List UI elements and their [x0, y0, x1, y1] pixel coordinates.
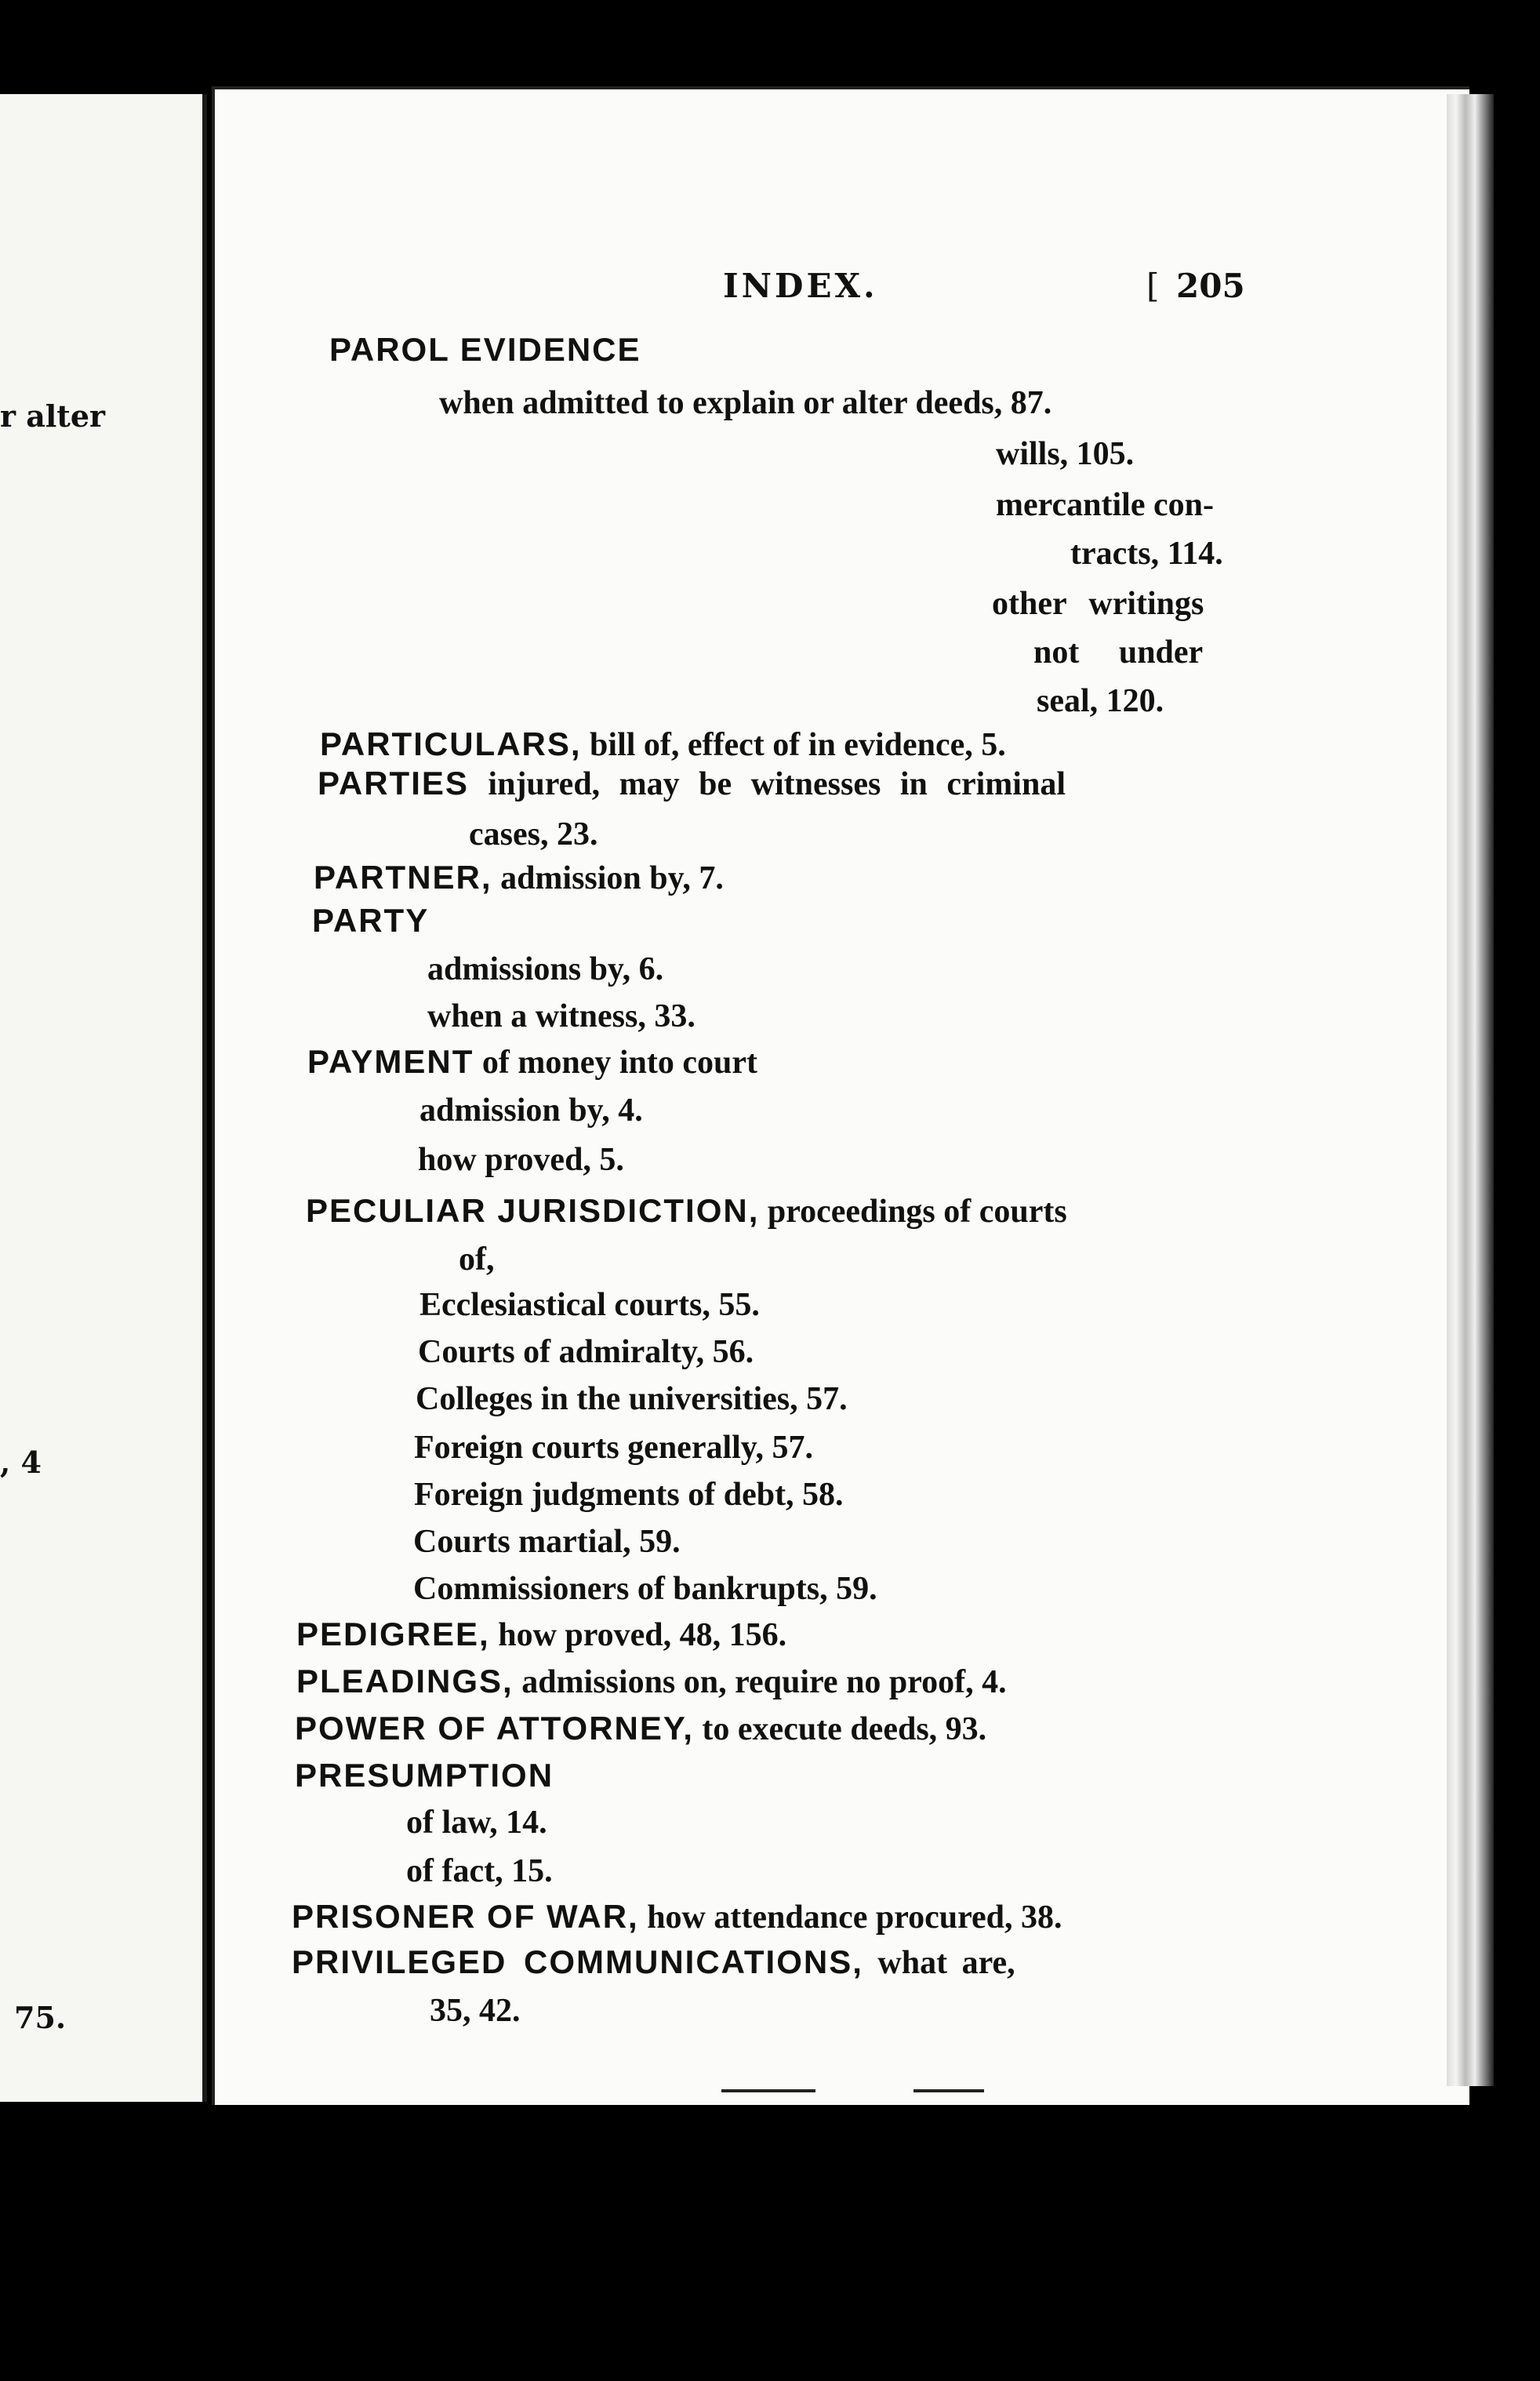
entry-subline [992, 585, 1204, 623]
entry-head-line [296, 1616, 786, 1654]
entry-head-line [314, 859, 724, 897]
entry-subline [439, 384, 1051, 422]
entry-subline [1070, 535, 1223, 573]
entry-text: seal, 120. [1037, 683, 1164, 719]
entry-subline [413, 1570, 877, 1608]
entry-subline [406, 1804, 547, 1841]
entry-heading: PARTNER, [314, 859, 492, 896]
end-rule-left [721, 2089, 815, 2092]
entry-heading: PLEADINGS, [296, 1663, 514, 1699]
entry-text: to execute deeds, 93. [702, 1711, 987, 1747]
entry-text: bill of, effect of in evidence, 5. [590, 727, 1006, 763]
entry-text: 35, 42. [430, 1993, 521, 2029]
entry-text: admission by, 7. [500, 860, 724, 896]
entry-text: admissions on, require no proof, 4. [521, 1664, 1007, 1700]
entry-head-line [320, 725, 1006, 764]
entry-text: wills, 105. [996, 436, 1135, 472]
entry-text: of law, 14. [406, 1805, 547, 1841]
entry-text: Foreign judgments of debt, 58. [414, 1477, 844, 1513]
entry-text: Foreign courts generally, 57. [414, 1430, 813, 1466]
entry-text: cases, 23. [469, 816, 598, 852]
entry-heading: PAROL EVIDENCE [329, 331, 641, 368]
entry-subline [420, 1092, 643, 1129]
entry-text: how proved, 5. [418, 1142, 624, 1178]
header-bracket: [ [1146, 267, 1160, 305]
entry-heading: PECULIAR JURISDICTION, [306, 1192, 760, 1229]
entry-text: proceedings of courts [767, 1194, 1067, 1230]
entry-text: Colleges in the universities, 57. [416, 1381, 848, 1417]
entry-text: Courts of admiralty, 56. [418, 1334, 754, 1370]
entry-subline [996, 486, 1214, 524]
entry-head-line [292, 1943, 1015, 1982]
entry-head-line [292, 1898, 1062, 1936]
entry-text: tracts, 114. [1070, 536, 1223, 572]
facing-page-fragment: r alter [0, 398, 106, 434]
entry-text: admission by, 4. [420, 1092, 643, 1129]
entry-subline [996, 435, 1134, 473]
entry-text: mercantile con- [996, 487, 1214, 523]
entry-text: injured, may be witnesses in criminal [488, 766, 1066, 802]
entry-text: when a witness, 33. [427, 998, 696, 1034]
entry-text: admissions by, 6. [427, 951, 664, 987]
entry-text: of fact, 15. [406, 1853, 553, 1889]
entry-head-line [295, 1710, 986, 1748]
entry-head-line [306, 1192, 1067, 1230]
entry-heading: PARTICULARS, [320, 725, 582, 762]
entry-heading: PRESUMPTION [295, 1757, 554, 1794]
entry-text: Ecclesiastical courts, 55. [420, 1287, 760, 1323]
entry-head-line [329, 331, 641, 369]
entry-subline [420, 1286, 760, 1324]
entry-head-line [307, 1043, 757, 1081]
entry-heading: PARTY [312, 902, 430, 939]
entry-subline [1037, 682, 1164, 720]
entry-subline [418, 1333, 754, 1371]
entry-text: when admitted to explain or alter deeds, 87. [439, 385, 1052, 421]
entry-heading: PARTIES [318, 765, 469, 802]
entry-text: other writings [992, 586, 1204, 622]
entry-text: not under [1033, 634, 1204, 671]
entry-subline [459, 1241, 495, 1278]
entry-text: of, [459, 1241, 495, 1278]
entry-subline [427, 998, 696, 1035]
entry-text: what are, [877, 1945, 1015, 1981]
entry-heading: PRISONER OF WAR, [292, 1898, 639, 1935]
entry-subline [1033, 634, 1203, 671]
entry-text: how attendance procured, 38. [647, 1899, 1062, 1936]
page-edge [1447, 94, 1494, 2086]
running-title: INDEX. [723, 267, 878, 305]
entry-subline [414, 1476, 844, 1514]
entry-subline [413, 1523, 681, 1561]
entry-head-line [295, 1757, 554, 1795]
entry-heading: PRIVILEGED COMMUNICATIONS, [292, 1943, 863, 1980]
entry-subline [416, 1380, 848, 1418]
entry-head-line [318, 765, 1066, 803]
entry-text: how proved, 48, 156. [498, 1617, 787, 1653]
entry-heading: POWER OF ATTORNEY, [295, 1710, 694, 1747]
facing-page [0, 94, 207, 2102]
entry-head-line [296, 1663, 1007, 1701]
entry-text: Commissioners of bankrupts, 59. [413, 1571, 877, 1607]
entry-subline [469, 816, 597, 853]
entry-subline [418, 1141, 624, 1179]
facing-page-fragment: , 4 [0, 1445, 42, 1480]
entry-subline [427, 951, 663, 988]
entry-subline [430, 1992, 521, 2030]
entry-subline [406, 1852, 553, 1890]
page-number: 205 [1176, 267, 1245, 305]
entry-subline [414, 1429, 813, 1467]
facing-page-fragment: 75. [14, 2000, 67, 2035]
entry-text: Courts martial, 59. [413, 1524, 681, 1560]
entry-text: of money into court [481, 1045, 757, 1081]
end-rule-right [913, 2089, 984, 2092]
entry-heading: PEDIGREE, [296, 1616, 490, 1652]
entry-heading: PAYMENT [307, 1043, 474, 1080]
entry-head-line [312, 902, 429, 940]
